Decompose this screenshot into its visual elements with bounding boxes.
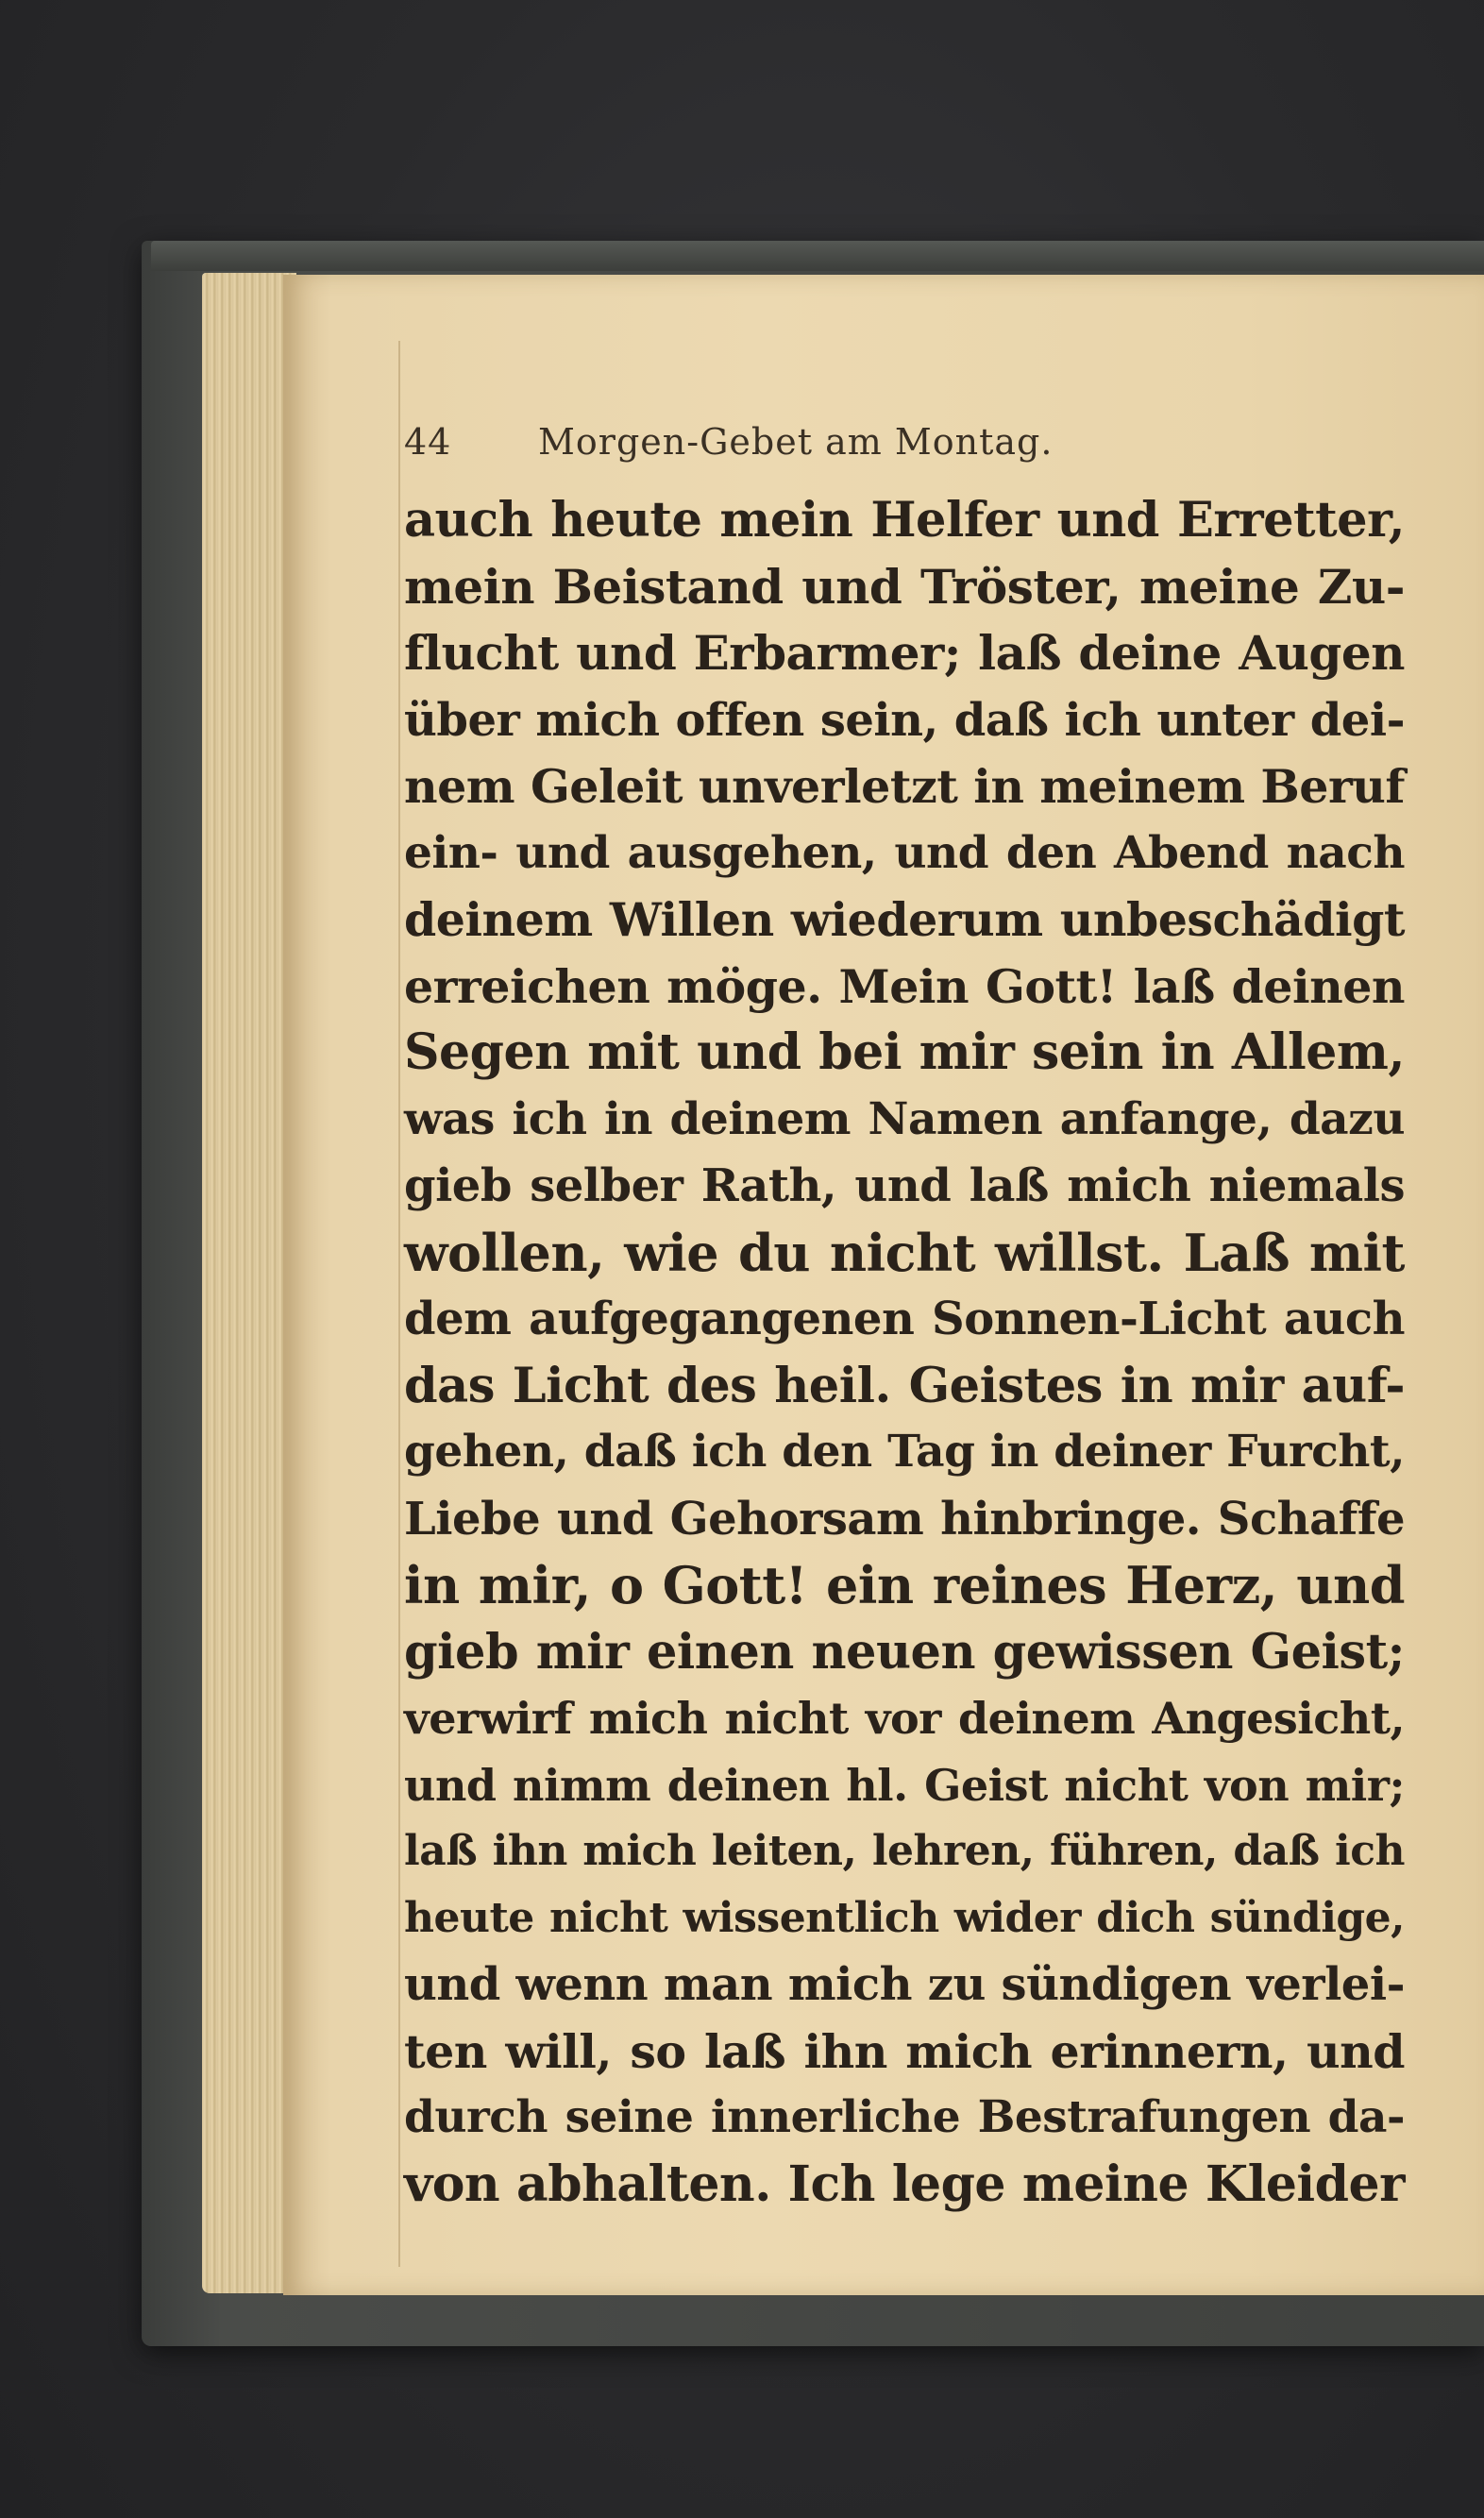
text-line: was ich in deinem Namen anfange, dazu — [404, 1092, 1405, 1145]
text-line: von abhalten. Ich lege meine Kleider — [404, 2155, 1405, 2213]
book — [142, 241, 1484, 2346]
text-line: gehen, daß ich den Tag in deiner Furcht, — [404, 1426, 1405, 1478]
text-line: und wenn man mich zu sündigen verlei- — [404, 1958, 1405, 2011]
book-page — [283, 275, 1484, 2295]
text-line: und nimm deinen hl. Geist nicht von mir; — [404, 1759, 1405, 1811]
text-line: wollen, wie du nicht willst. Laß mit — [404, 1222, 1405, 1283]
body-text — [404, 487, 1405, 2218]
cover-top-edge — [151, 241, 1484, 271]
text-line: verwirf mich nicht vor deinem Angesicht, — [404, 1693, 1405, 1744]
running-head: Morgen-Gebet am Montag. — [538, 421, 1054, 463]
text-line: das Licht des heil. Geistes in mir auf- — [404, 1357, 1405, 1414]
text-line: deinem Willen wiederum unbeschädigt — [404, 892, 1405, 947]
page-number: 44 — [404, 421, 452, 463]
text-line: nem Geleit unverletzt in meinem Beruf — [404, 759, 1405, 814]
text-line: auch heute mein Helfer und Erretter, — [404, 492, 1405, 549]
text-line: laß ihn mich leiten, lehren, führen, daß ich — [404, 1827, 1405, 1875]
page-edges — [202, 273, 296, 2293]
text-line: dem aufgegangenen Sonnen-Licht auch — [404, 1293, 1405, 1345]
text-line: Segen mit und bei mir sein in Allem, — [404, 1023, 1405, 1081]
page-header — [283, 421, 1484, 478]
text-line: über mich offen sein, daß ich unter dei- — [404, 693, 1405, 747]
text-line: ten will, so laß ihn mich erinnern, und — [404, 2023, 1405, 2079]
text-line: Liebe und Gehorsam hinbringe. Schaffe — [404, 1492, 1405, 1546]
text-line: ein- und ausgehen, und den Abend nach — [404, 826, 1405, 879]
text-line: erreichen möge. Mein Gott! laß deinen — [404, 958, 1405, 1014]
text-line: flucht und Erbarmer; laß deine Augen — [404, 625, 1405, 681]
text-line: durch seine innerliche Bestrafungen da- — [404, 2091, 1405, 2143]
text-line: heute nicht wissentlich wider dich sündige, — [404, 1893, 1405, 1942]
text-line: in mir, o Gott! ein reines Herz, und — [404, 1555, 1405, 1615]
text-line: gieb selber Rath, und laß mich niemals — [404, 1159, 1405, 1212]
gutter-shadow — [398, 341, 400, 2267]
text-line: gieb mir einen neuen gewissen Geist; — [404, 1623, 1405, 1681]
text-line: mein Beistand und Tröster, meine Zu- — [404, 558, 1405, 615]
